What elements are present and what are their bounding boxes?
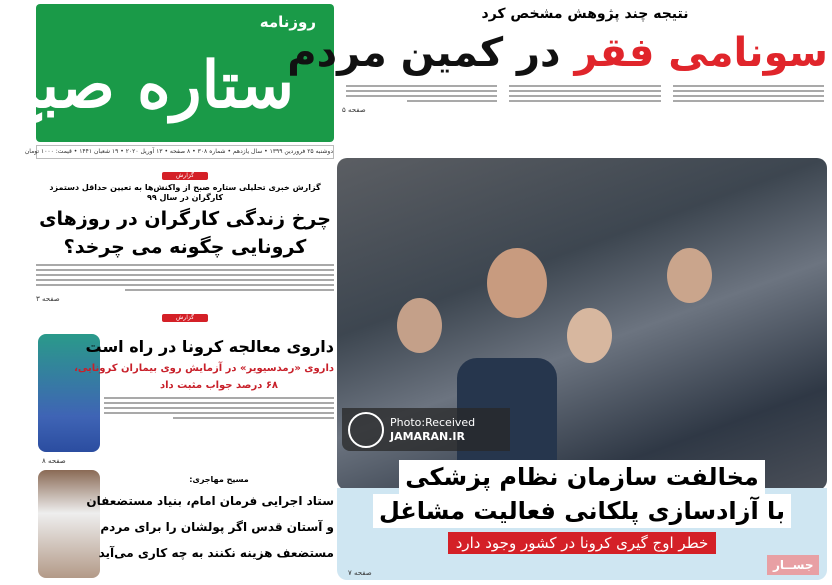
jesaar-badge: جســار — [767, 555, 819, 575]
drug-page-ref: صفحه ۸ — [42, 457, 66, 465]
drug-subhead-2: ۶۸ درصد جواب مثبت داد — [159, 380, 279, 391]
story-workers — [36, 162, 334, 323]
drug-subhead-1: داروی «رمدسیویر» در آزمایش روی بیماران کرونایی، — [74, 363, 334, 374]
story-kicker: گزارش خبری تحلیلی ستاره صبح از واکنش‌ها به تعیین حداقل دستمزد کارگران در سال ۹۹ — [49, 183, 321, 202]
story-mohajeri — [86, 472, 334, 566]
drug-headline: داروی معالجه کرونا در راه است — [85, 337, 334, 356]
mohajeri-line-2: و آستان قدس اگر پولشان را برای مردم — [100, 520, 334, 534]
main-page-ref: صفحه ۵ — [342, 106, 366, 114]
story-page-ref: صفحه ۳ — [36, 295, 60, 303]
photo-headline-1: مخالفت سازمان نظام پزشکی — [399, 460, 764, 494]
photo-headline-2: با آزادسازی پلکانی فعالیت مشاغل — [373, 494, 791, 528]
story-tag: گزارش — [162, 172, 208, 180]
dateline: دوشنبه ۲۵ فروردین ۱۳۹۹ • سال یازدهم • شماره ۳۰۸ • ۸ صفحه • ۱۳ آوریل ۲۰۲۰ • ۱۹ شعبان ۱۴۴۱ • قیمت: ۱۰۰۰ تومان — [36, 145, 334, 159]
masthead-subtitle: روزنامه — [259, 13, 316, 31]
jamaran-watermark — [342, 408, 510, 451]
story-headline-1: چرخ زندگی کارگران در روزهای — [39, 208, 331, 230]
mohajeri-line-3: مستضعف هزینه نکنند به چه کاری می‌آید — [98, 546, 334, 560]
mohajeri-kicker: مسیح مهاجری: — [189, 475, 249, 484]
mohajeri-line-1: ستاد اجرایی فرمان امام، بنیاد مستضعفان — [86, 494, 334, 508]
jamaran-logo-icon — [348, 412, 384, 448]
headline-black: در کمین مردم — [287, 30, 561, 76]
main-kicker: نتیجه چند پژوهش مشخص کرد — [481, 6, 689, 22]
story-headline-2: کرونایی چگونه می چرخد؟ — [63, 236, 307, 258]
photo-story — [362, 460, 802, 554]
story-tag: گزارش — [162, 314, 208, 322]
cleric-photo — [38, 470, 100, 578]
photo-subhead: خطر اوج گیری کرونا در کشور وجود دارد — [448, 532, 717, 554]
watermark-line-1: Photo:Received — [390, 415, 476, 429]
story-drug — [74, 334, 334, 422]
watermark-line-2: JAMARAN.IR — [390, 429, 465, 443]
headline-red: سونامی فقر — [574, 30, 828, 76]
masthead-logo: ستاره صبح — [0, 48, 294, 123]
photo-page-ref: صفحه ۷ — [348, 569, 372, 577]
main-body-text — [342, 82, 828, 105]
